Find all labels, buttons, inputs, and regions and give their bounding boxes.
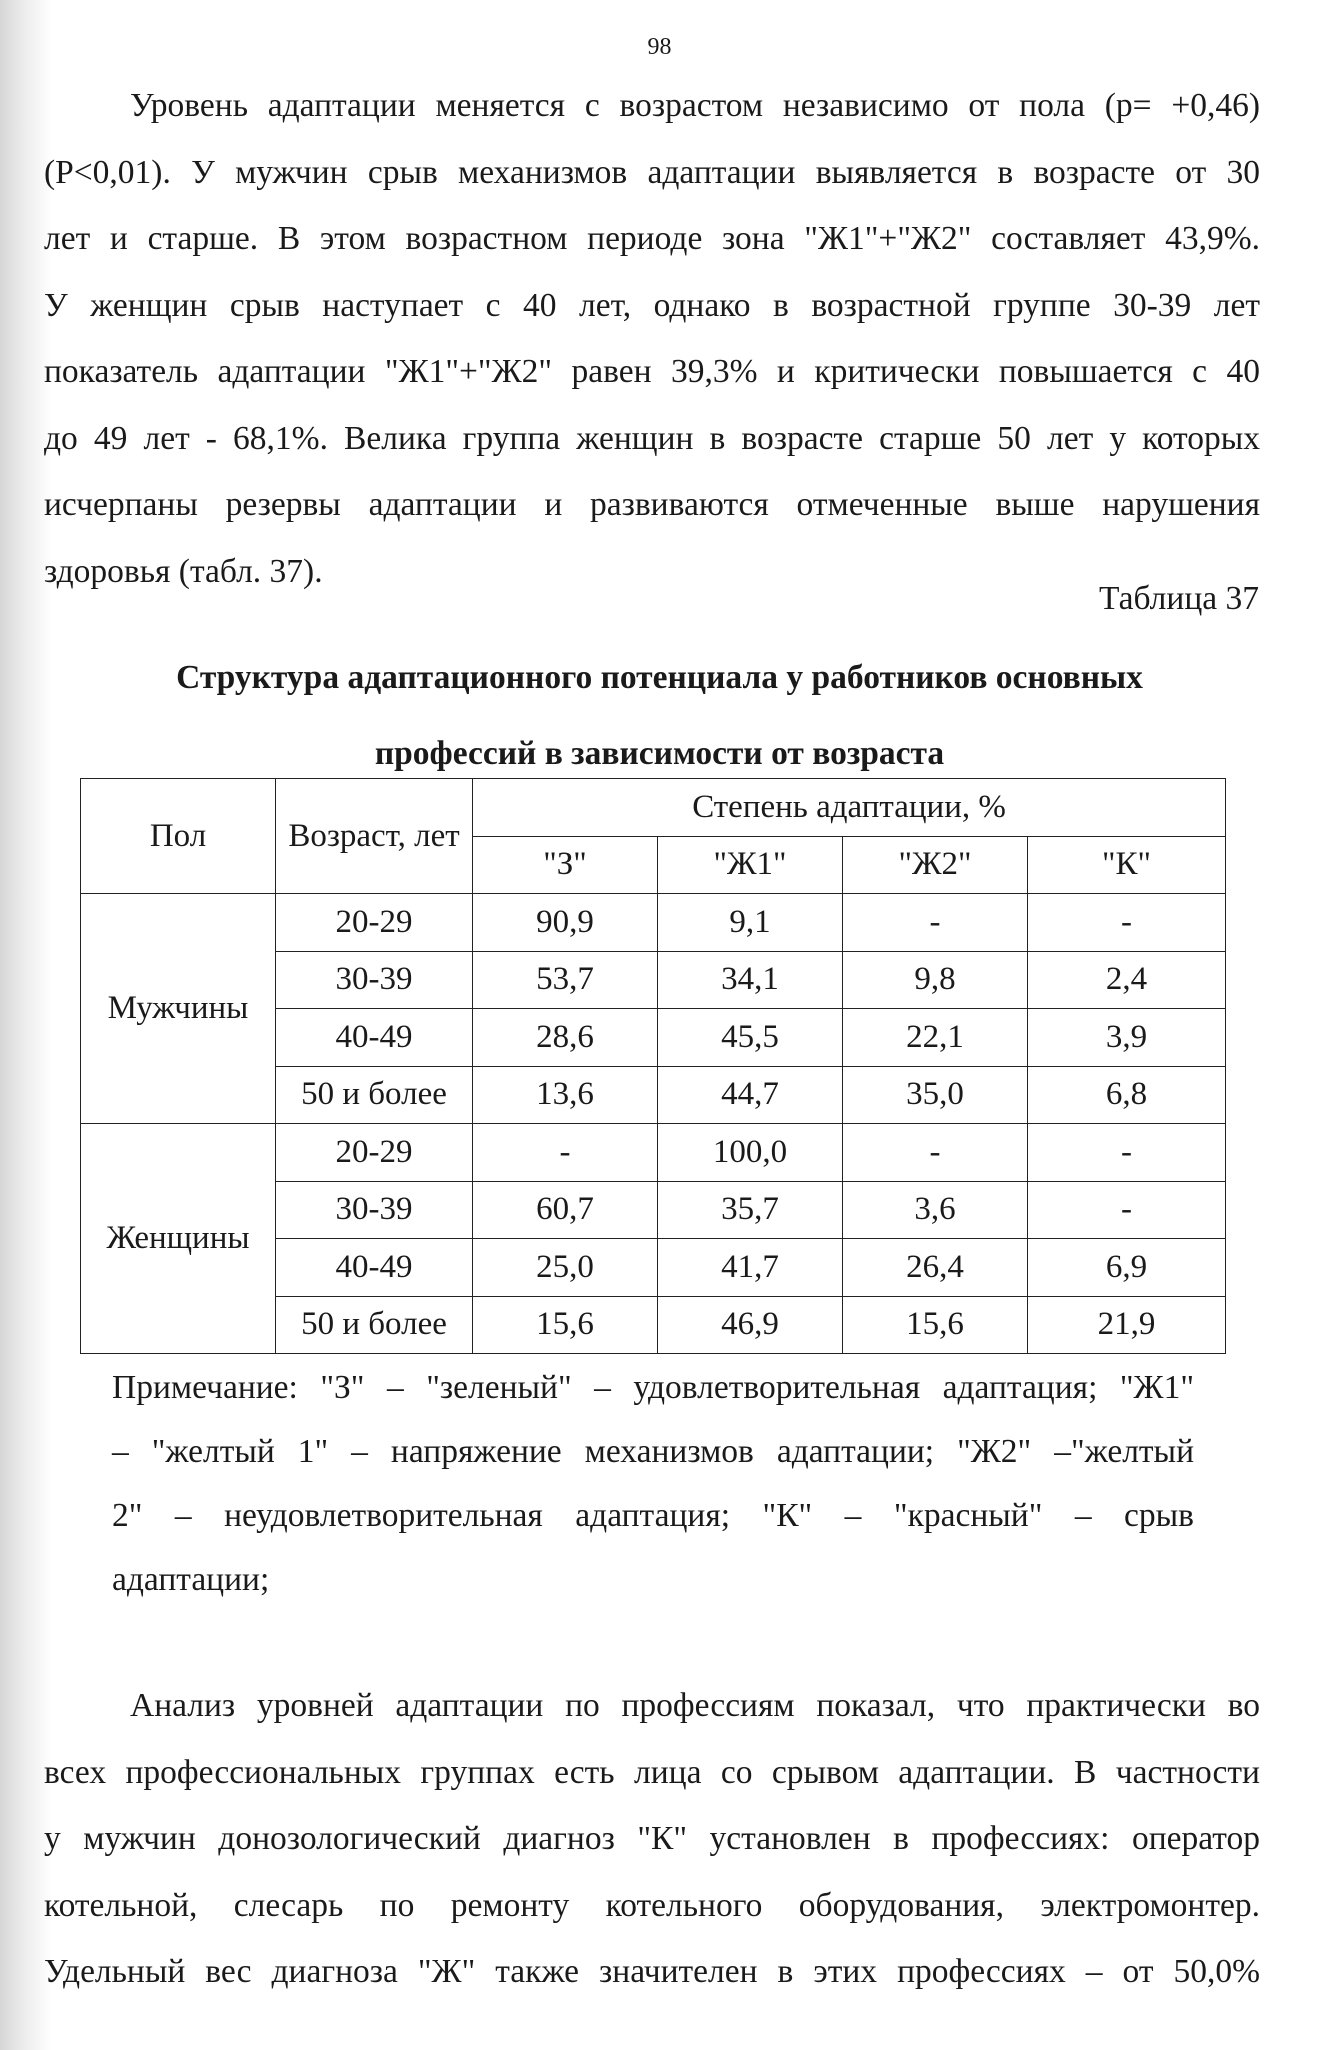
value-cell: 15,6: [473, 1296, 658, 1354]
value-cell: 60,7: [473, 1181, 658, 1239]
value-cell: 3,6: [843, 1181, 1028, 1239]
value-cell: 2,4: [1028, 951, 1226, 1009]
table-title-line: Структура адаптационного потенциала у работников основных: [176, 659, 1143, 696]
value-cell: -: [1028, 1181, 1226, 1239]
value-cell: 45,5: [658, 1009, 843, 1067]
table-note: [112, 1356, 1194, 1612]
value-cell: -: [843, 1124, 1028, 1182]
header-degree-zh2: "Ж2": [843, 836, 1028, 894]
value-cell: -: [843, 894, 1028, 952]
header-sex: Пол: [81, 779, 276, 894]
paragraph-1-line: Уровень адаптации меняется с возрастом независимо от пола (p= +0,46): [130, 87, 1260, 124]
paragraph-2-line: у мужчин донозологический диагноз "К" установлен в профессиях: оператор: [44, 1820, 1260, 1857]
group-sex-cell: Мужчины: [81, 894, 276, 1124]
table-title-line: профессий в зависимости от возраста: [374, 735, 945, 772]
value-cell: 22,1: [843, 1009, 1028, 1067]
value-cell: 44,7: [658, 1066, 843, 1124]
paragraph-2-line: всех профессиональных группах есть лица со срывом адаптации. В частности: [44, 1753, 1260, 1791]
value-cell: 34,1: [658, 951, 843, 1009]
paragraph-2-line: Анализ уровней адаптации по профессиям показал, что практически во: [130, 1687, 1260, 1724]
age-cell: 20-29: [276, 894, 473, 952]
age-cell: 40-49: [276, 1009, 473, 1067]
value-cell: -: [1028, 1124, 1226, 1182]
value-cell: 3,9: [1028, 1009, 1226, 1067]
age-cell: 20-29: [276, 1124, 473, 1182]
paragraph-1-line: показатель адаптации "Ж1"+"Ж2" равен 39,3% и критически повышается с 40: [44, 353, 1260, 390]
paragraph-2-line: котельной, слесарь по ремонту котельного оборудования, электромонтер.: [44, 1886, 1260, 1924]
adaptation-table: [80, 778, 1226, 1354]
header-age: Возраст, лет: [276, 779, 473, 894]
paragraph-1-line: лет и старше. В этом возрастном периоде зона "Ж1"+"Ж2" составляет 43,9%.: [44, 220, 1260, 257]
age-cell: 50 и более: [276, 1296, 473, 1354]
age-cell: 50 и более: [276, 1066, 473, 1124]
paragraph-1-line: здоровья (табл. 37).: [44, 552, 323, 590]
value-cell: 100,0: [658, 1124, 843, 1182]
value-cell: 41,7: [658, 1239, 843, 1297]
table-title: [0, 640, 1319, 792]
header-degree-k: "К": [1028, 836, 1226, 894]
paragraph-1-line: исчерпаны резервы адаптации и развиваются отмеченные выше нарушения: [44, 486, 1260, 523]
age-cell: 30-39: [276, 1181, 473, 1239]
value-cell: 46,9: [658, 1296, 843, 1354]
value-cell: 9,1: [658, 894, 843, 952]
paragraph-1-line: (P<0,01). У мужчин срыв механизмов адаптации выявляется в возрасте от 30: [44, 153, 1260, 191]
table-row: [81, 894, 1226, 952]
value-cell: 90,9: [473, 894, 658, 952]
paragraph-1-line: У женщин срыв наступает с 40 лет, однако в возрастной группе 30-39 лет: [44, 286, 1260, 324]
table-label: Таблица 37: [1098, 580, 1259, 617]
value-cell: 9,8: [843, 951, 1028, 1009]
paragraph-1-line: до 49 лет - 68,1%. Велика группа женщин в возрасте старше 50 лет у которых: [44, 419, 1260, 457]
header-degree-zh1: "Ж1": [658, 836, 843, 894]
paragraph-2-line: Удельный вес диагноза "Ж" также значителен в этих профессиях – от 50,0%: [44, 1953, 1260, 1990]
page-number: 98: [647, 34, 672, 60]
table-note-line: 2" – неудовлетворительная адаптация; "К" – "красный" – срыв: [112, 1497, 1194, 1534]
value-cell: 6,8: [1028, 1066, 1226, 1124]
header-degree: Степень адаптации, %: [473, 779, 1226, 837]
paragraph-2: [44, 1673, 1260, 2006]
value-cell: 53,7: [473, 951, 658, 1009]
value-cell: 21,9: [1028, 1296, 1226, 1354]
value-cell: 35,0: [843, 1066, 1028, 1124]
value-cell: 25,0: [473, 1239, 658, 1297]
age-cell: 30-39: [276, 951, 473, 1009]
value-cell: 15,6: [843, 1296, 1028, 1354]
table-note-line: Примечание: "З" – "зеленый" – удовлетворительная адаптация; "Ж1": [112, 1369, 1194, 1406]
group-sex-cell: Женщины: [81, 1124, 276, 1354]
table-header-row: [81, 779, 1226, 837]
value-cell: 26,4: [843, 1239, 1028, 1297]
table-note-line: – "желтый 1" – напряжение механизмов адаптации; "Ж2" –"желтый: [112, 1433, 1194, 1470]
value-cell: 13,6: [473, 1066, 658, 1124]
age-cell: 40-49: [276, 1239, 473, 1297]
value-cell: -: [473, 1124, 658, 1182]
paragraph-1: [44, 73, 1260, 605]
table-note-line: адаптации;: [112, 1561, 270, 1598]
header-degree-z: "З": [473, 836, 658, 894]
value-cell: 28,6: [473, 1009, 658, 1067]
value-cell: 6,9: [1028, 1239, 1226, 1297]
value-cell: 35,7: [658, 1181, 843, 1239]
value-cell: -: [1028, 894, 1226, 952]
table-row: [81, 1124, 1226, 1182]
